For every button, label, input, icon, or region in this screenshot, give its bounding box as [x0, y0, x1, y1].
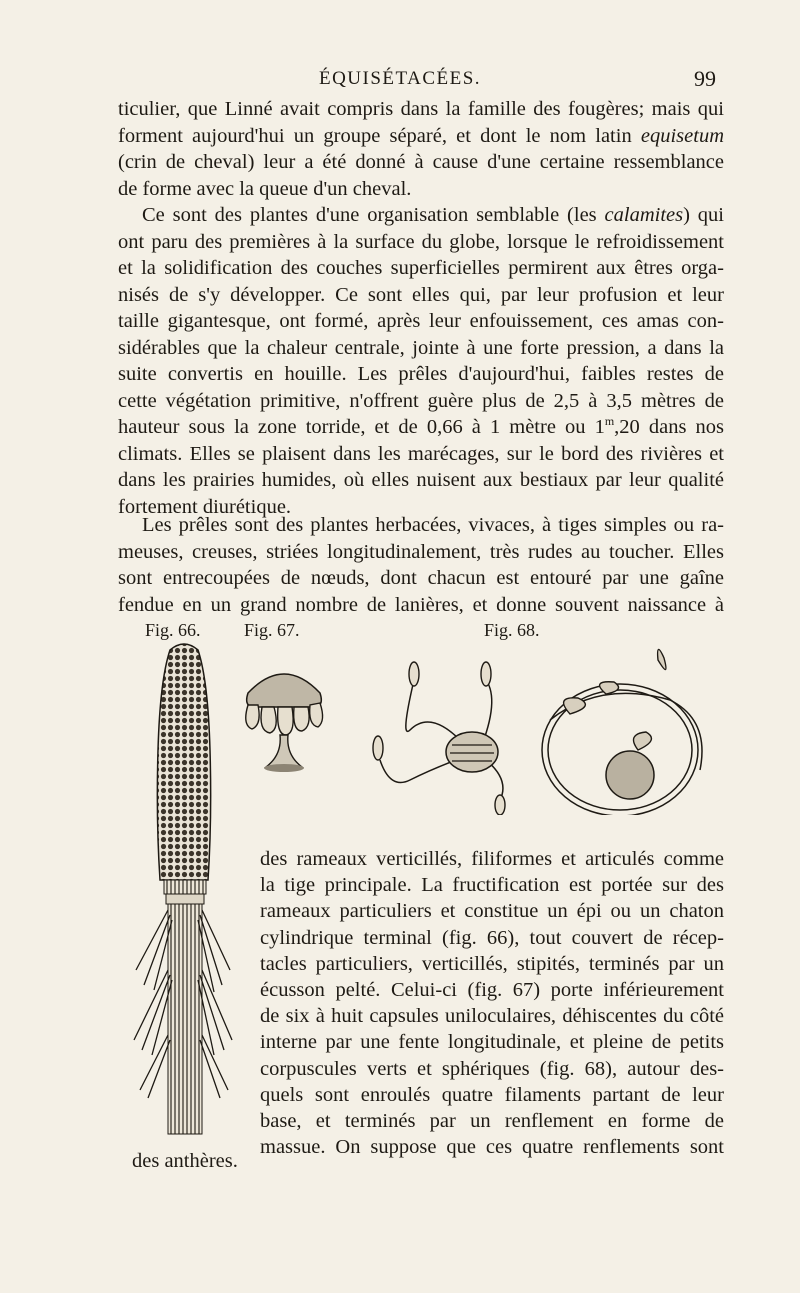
text-line: Ce sont des plantes d'une organisation semblable (les calamites) qui: [142, 204, 724, 226]
text-line: cylindrique terminal (fig. 66), tout couvert de récep-: [260, 926, 724, 949]
text-line: climats. Elles se plaisent dans les marécages, sur le bord des rivières et: [118, 442, 724, 465]
text-line: taille gigantesque, ont formé, après leur enfouissement, ces amas con-: [118, 310, 724, 332]
paragraph-3: [118, 512, 724, 618]
text-line: dans les prairies humides, où elles nuisent aux bestiaux par leur qualité: [118, 469, 724, 491]
peltate-scale-illustration: [236, 655, 332, 775]
text-line: forment aujourd'hui un groupe séparé, et dont le nom latin equisetum: [118, 124, 724, 147]
text-line: de six à huit capsules uniloculaires, déhiscentes du côté: [260, 1005, 724, 1028]
text-line: suite convertis en houille. Les prêles d'aujourd'hui, faibles restes de: [118, 363, 724, 385]
text-line: de forme avec la queue d'un cheval.: [118, 177, 412, 200]
text-line: quels sont enroulés quatre filaments partant de leur: [260, 1083, 724, 1106]
text-line: hauteur sous la zone torride, et de 0,66 à 1 mètre ou 1$^m$,20 dans nos: [118, 414, 724, 438]
text-line: fendue en un grand nombre de lanières, et donne souvent naissance à: [118, 593, 724, 616]
text-line: massue. On suppose que ces quatre renflements sont: [260, 1136, 724, 1159]
text-line: corpuscules verts et sphériques (fig. 68), autour des-: [260, 1057, 724, 1080]
text-line: interne par une fente longitudinale, et pleine de petits: [260, 1031, 724, 1054]
text-line-final: des anthères.: [132, 1150, 238, 1172]
text-line: tacles particuliers, verticillés, stipités, terminés par un: [260, 952, 724, 975]
horsetail-cone-illustration: [118, 640, 248, 1150]
text-line: meuses, creuses, striées longitudinalement, très rudes au toucher. Elles: [118, 540, 724, 563]
text-line: des rameaux verticillés, filiformes et articulés comme: [260, 848, 724, 870]
text-line: fortement diurétique.: [118, 495, 292, 518]
text-line: Les prêles sont des plantes herbacées, vivaces, à tiges simples ou ra-: [142, 514, 724, 536]
chapter-title: ÉQUISÉTACÉES.: [318, 68, 482, 89]
figure-caption-68: Fig. 68.: [484, 620, 540, 640]
text-line: cette végétation primitive, n'offrent guère plus de 2,5 à 3,5 mètres de: [118, 389, 724, 412]
spore-elaters-illustration: [370, 640, 730, 815]
page-number: 99: [694, 66, 716, 91]
running-head: [0, 66, 800, 94]
text-line: nisés de s'y développer. Ce sont elles qui, par leur profusion et leur: [118, 283, 724, 306]
text-line: base, et terminés par un renflement en forme de: [260, 1109, 724, 1132]
figure-caption-66: Fig. 66.: [145, 620, 201, 640]
text-line: et la solidification des couches superficielles permirent aux êtres orga-: [118, 257, 724, 279]
figure-caption-67: Fig. 67.: [244, 620, 300, 640]
text-line: ticulier, que Linné avait compris dans la famille des fougères; mais qui: [118, 98, 724, 120]
text-line: sidérables que la chaleur centrale, jointe à une forte pression, a dans la: [118, 336, 724, 359]
latin-term: equisetum: [640, 124, 724, 147]
paragraph-4: [260, 846, 724, 1160]
text-line: rameaux particuliers et constitue un épi ou un chaton: [260, 900, 724, 923]
text-line: écusson pelté. Celui-ci (fig. 67) porte inférieurement: [260, 978, 724, 1001]
latin-term: calamites: [604, 204, 684, 226]
paragraph-2: [118, 202, 724, 520]
text-line: la tige principale. La fructification est portée sur des: [260, 874, 724, 897]
text-line: ont paru des premières à la surface du globe, lorsque le refroidissement: [118, 230, 724, 253]
paragraph-1: [118, 96, 724, 202]
text-line: sont entrecoupées de nœuds, dont chacun est entouré par une gaîne: [118, 567, 724, 589]
text-line: (crin de cheval) leur a été donné à cause d'une certaine ressemblance: [118, 151, 724, 173]
